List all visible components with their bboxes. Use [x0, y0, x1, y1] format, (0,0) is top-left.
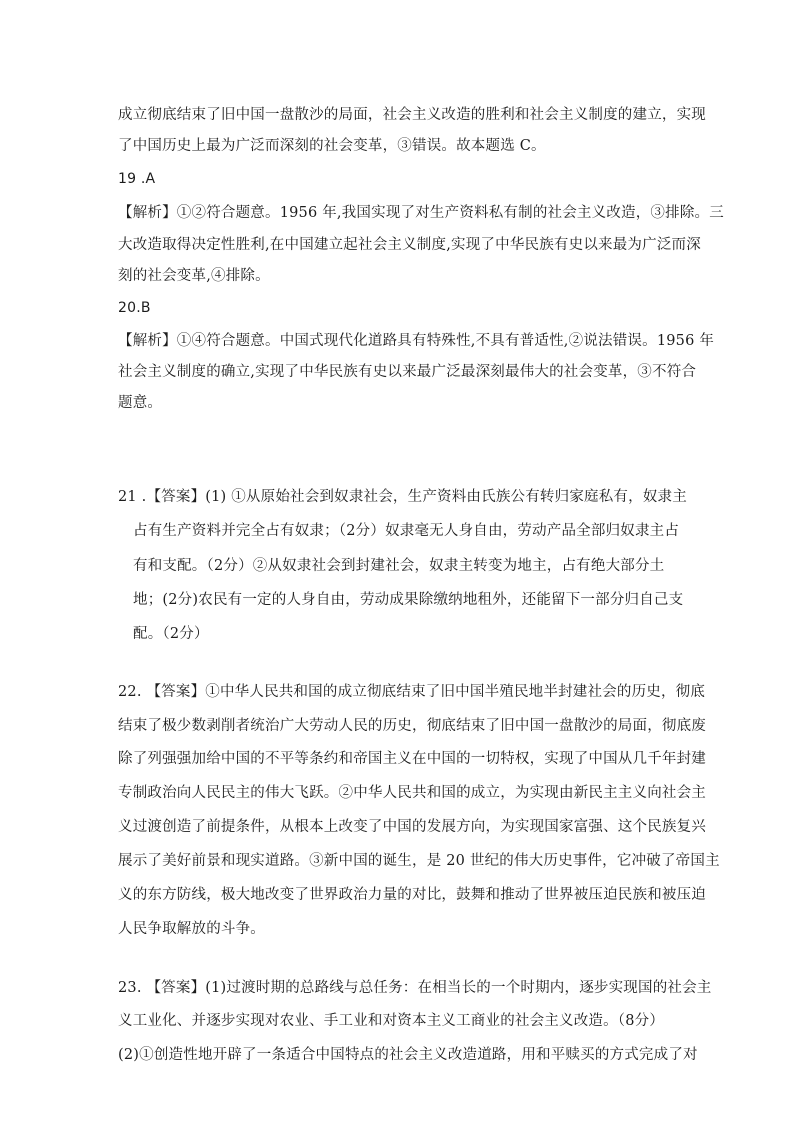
- q21-line-2: 占有生产资料并完全占有奴隶；（2分）奴隶毫无人身自由，劳动产品全部归奴隶主占: [133, 523, 680, 539]
- q19-explanation-line-1: 【解析】①②符合题意。1956 年,我国实现了对生产资料私有制的社会主义改造，③排除。三: [118, 205, 724, 221]
- continuation-line-2: 了中国历史上最为广泛而深刻的社会变革，③错误。故本题选 C。: [118, 138, 546, 154]
- q21-line-5: 配。（2分）: [133, 626, 209, 642]
- q19-explanation-line-3: 刻的社会变革,④排除。: [118, 268, 270, 284]
- q22-line-2: 结束了极少数剥削者统治广大劳动人民的历史，彻底结束了旧中国一盘散沙的局面，彻底废: [118, 718, 706, 734]
- q21-line-1: 21 .【答案】(1) ①从原始社会到奴隶社会，生产资料由氏族公有转归家庭私有，奴隶主: [118, 489, 687, 505]
- q21-line-3: 有和支配。（2分）②从奴隶社会到封建社会，奴隶主转变为地主，占有绝大部分土: [133, 558, 665, 574]
- q23-line-1: 23. 【答案】(1)过渡时期的总路线与总任务：在相当长的一个时期内，逐步实现国的社会主: [118, 980, 712, 996]
- continuation-line-1: 成立彻底结束了旧中国一盘散沙的局面，社会主义改造的胜利和社会主义制度的建立，实现: [118, 107, 706, 123]
- q19-explanation-line-2: 大改造取得决定性胜利,在中国建立起社会主义制度,实现了中华民族有史以来最为广泛而深: [118, 237, 701, 253]
- q22-line-6: 展示了美好前景和现实道路。③新中国的诞生，是 20 世纪的伟大历史事件，它冲破了帝国主: [118, 853, 720, 869]
- q23-line-3: (2)①创造性地开辟了一条适合中国特点的社会主义改造道路，用和平赎买的方式完成了对: [118, 1047, 698, 1063]
- q22-line-5: 义过渡创造了前提条件，从根本上改变了中国的发展方向，为实现国家富强、这个民族复兴: [118, 819, 706, 835]
- q22-line-4: 专制政治向人民民主的伟大飞跃。②中华人民共和国的成立，为实现由新民主主义向社会主: [118, 785, 706, 801]
- q22-line-7: 义的东方防线，极大地改变了世界政治力量的对比，鼓舞和推动了世界被压迫民族和被压迫: [118, 887, 706, 903]
- q23-line-2: 义工业化、并逐步实现对农业、手工业和对资本主义工商业的社会主义改造。（8分）: [118, 1013, 665, 1029]
- q21-line-4: 地；(2分)农民有一定的人身自由，劳动成果除缴纳地租外，还能留下一部分归自己支: [133, 592, 684, 608]
- q19-answer: 19 .A: [118, 171, 156, 187]
- q20-explanation-line-1: 【解析】①④符合题意。中国式现代化道路具有特殊性,不具有普适性,②说法错误。1956 年: [118, 333, 715, 349]
- q20-answer: 20.B: [118, 300, 151, 316]
- q20-explanation-line-3: 题意。: [118, 395, 163, 411]
- q22-line-3: 除了列强强加给中国的不平等条约和帝国主义在中国的一切特权，实现了中国从几千年封建: [118, 751, 706, 767]
- q20-explanation-line-2: 社会主义制度的确立,实现了中华民族有史以来最广泛最深刻最伟大的社会变革，③不符合: [118, 364, 697, 380]
- q22-line-1: 22. 【答案】①中华人民共和国的成立彻底结束了旧中国半殖民地半封建社会的历史，彻底: [118, 684, 706, 700]
- q22-line-8: 人民争取解放的斗争。: [118, 921, 265, 937]
